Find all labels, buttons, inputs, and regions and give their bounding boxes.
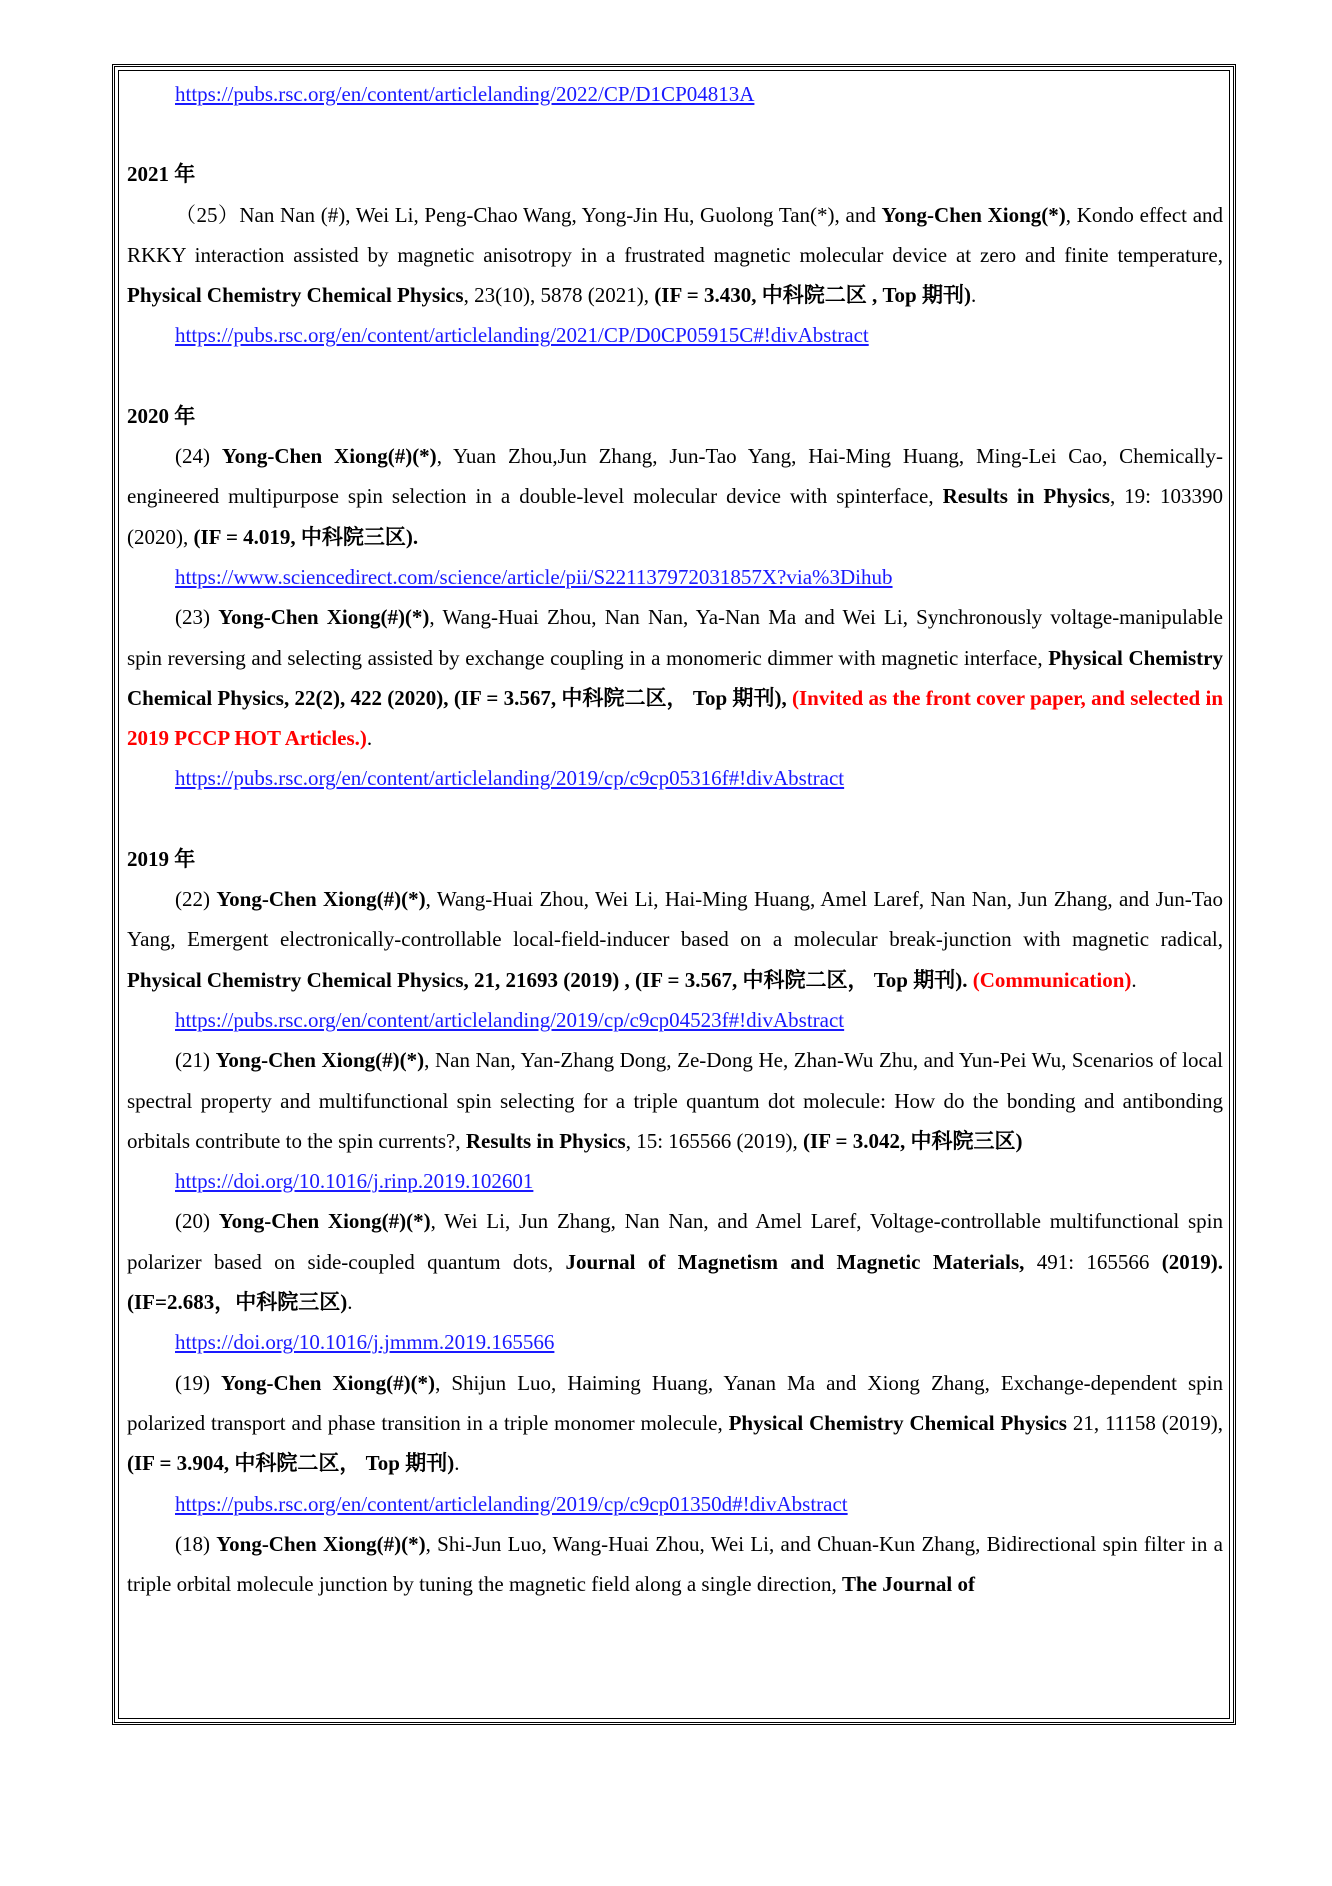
entry-volume: , 19: 103390 (2020), — [127, 484, 1224, 549]
doi-link[interactable]: https://doi.org/10.1016/j.rinp.2019.102601 — [175, 1169, 534, 1194]
entry-title: , Kondo effect and RKKY interaction assisted by magnetic anisotropy in a frustrated magnetic molecular device at zero and finite temperature, — [127, 202, 1224, 267]
publication-entry-18 — [127, 1524, 1223, 1605]
entry-text: . — [366, 726, 373, 751]
author-name: Yong-Chen Xiong(#)(*) — [221, 444, 437, 469]
entry-text: . — [347, 1290, 353, 1315]
author-name: Yong-Chen Xiong(#)(*) — [215, 1048, 425, 1073]
entry-text: (24) — [175, 444, 222, 469]
entry-volume: , 15: 165566 (2019), — [625, 1128, 804, 1153]
author-name: Yong-Chen Xiong(#)(*) — [216, 1531, 426, 1556]
doi-link[interactable]: https://www.sciencedirect.com/science/article/pii/S221137972031857X?via%3Dihub — [175, 564, 893, 589]
publication-entry-24 — [127, 436, 1223, 557]
publication-entry-23 — [127, 597, 1223, 758]
impact-factor: (IF = 3.904, 中科院二区， Top 期刊) — [127, 1451, 455, 1476]
entry-title: , Shi-Jun Luo, Wang-Huai Zhou, Wei Li, and Chuan-Kun Zhang, Bidirectional spin filter in a triple orbital molecule junction by tuning the magnetic field along a single direction, — [127, 1531, 1223, 1597]
entry-text: (23) — [175, 605, 219, 630]
entry-volume: 491: 165566 — [1024, 1249, 1162, 1274]
journal-name: Results in Physics — [465, 1128, 626, 1153]
doi-link[interactable]: https://pubs.rsc.org/en/content/articlelanding/2021/CP/D0CP05915C#!divAbstract — [175, 323, 869, 348]
journal-name: Physical Chemistry Chemical Physics — [127, 283, 464, 308]
highlight-note: (Invited as the front cover paper, and selected in 2019 PCCP HOT Articles.) — [127, 685, 1223, 751]
highlight-note: (Communication) — [972, 967, 1132, 992]
impact-factor: (IF = 3.430, 中科院二区 , Top 期刊) — [654, 283, 971, 308]
spacer — [127, 799, 1223, 839]
year-heading-2021: 2021 年 — [127, 162, 196, 187]
year-heading-2020: 2020 年 — [127, 403, 196, 428]
entry-text: (18) — [175, 1531, 217, 1556]
publication-list — [127, 74, 1223, 1604]
entry-volume: 21, 11158 (2019), — [1066, 1410, 1223, 1435]
entry-title: , Wang-Huai Zhou, Wei Li, Hai-Ming Huang, Amel Laref, Nan Nan, Jun Zhang, and Jun-Tao Yang, Emergent electronically-controllable local-field-inducer based on a molecular break-junction with magnetic radical, — [127, 887, 1223, 952]
entry-text: . — [970, 283, 977, 308]
entry-text: (22) — [175, 887, 217, 912]
impact-factor: (IF = 4.019, 中科院三区). — [193, 524, 419, 549]
doi-link[interactable]: https://doi.org/10.1016/j.jmmm.2019.165566 — [175, 1330, 555, 1355]
author-name: Yong-Chen Xiong(#)(*) — [218, 605, 430, 630]
author-name: Yong-Chen Xiong(#)(*) — [221, 1370, 436, 1395]
publication-entry-19 — [127, 1363, 1223, 1484]
entry-title: , Yuan Zhou,Jun Zhang, Jun-Tao Yang, Hai-Ming Huang, Ming-Lei Cao, Chemically-engineered multipurpose spin selection in a double-level molecular device with spinterface, — [127, 444, 1223, 509]
entry-text: . — [1131, 967, 1137, 992]
doi-link[interactable]: https://pubs.rsc.org/en/content/articlelanding/2022/CP/D1CP04813A — [175, 82, 755, 106]
doi-link[interactable]: https://pubs.rsc.org/en/content/articlelanding/2019/cp/c9cp05316f#!divAbstract — [175, 766, 845, 791]
doi-link[interactable]: https://pubs.rsc.org/en/content/articlelanding/2019/cp/c9cp01350d#!divAbstract — [175, 1491, 848, 1516]
journal-name: Physical Chemistry Chemical Physics, 21, 21693 (2019) , (IF = 3.567, 中科院二区， Top 期刊). — [127, 967, 973, 992]
author-name: Yong-Chen Xiong(*) — [881, 202, 1066, 227]
publication-entry-25 — [127, 195, 1223, 316]
entry-title: , Shijun Luo, Haiming Huang, Yanan Ma and Xiong Zhang, Exchange-dependent spin polarized transport and phase transition in a triple monomer molecule, — [127, 1370, 1223, 1435]
publication-entry-21 — [127, 1040, 1223, 1161]
journal-name: Results in Physics — [942, 484, 1110, 509]
author-name: Yong-Chen Xiong(#)(*) — [216, 887, 426, 912]
journal-name: Journal of Magnetism and Magnetic Materials, — [565, 1249, 1025, 1274]
spacer — [127, 114, 1223, 154]
entry-volume: , 23(10), 5878 (2021), — [463, 283, 655, 308]
entry-text: (19) — [175, 1370, 222, 1395]
entry-text: （25）Nan Nan (#), Wei Li, Peng-Chao Wang, Yong-Jin Hu, Guolong Tan(*), and — [175, 202, 882, 227]
doi-link[interactable]: https://pubs.rsc.org/en/content/articlelanding/2019/cp/c9cp04523f#!divAbstract — [175, 1007, 845, 1032]
year-heading-2019: 2019 年 — [127, 846, 196, 871]
entry-text: . — [454, 1451, 460, 1476]
entry-text: (21) — [175, 1048, 216, 1073]
entry-title: , Wang-Huai Zhou, Nan Nan, Ya-Nan Ma and Wei Li, Synchronously voltage-manipulable spin reversing and selecting assisted by exchange coupling in a monomeric dimmer with magnetic interface, — [127, 605, 1223, 670]
journal-name: Physical Chemistry Chemical Physics — [728, 1410, 1067, 1435]
journal-name: The Journal of — [841, 1572, 975, 1597]
entry-title: , Nan Nan, Yan-Zhang Dong, Ze-Dong He, Zhan-Wu Zhu, and Yun-Pei Wu, Scenarios of local spectral property and multifunctional spin selecting for a triple quantum dot molecule: How do the bonding and antibonding orbitals contribute to the spin currents?, — [127, 1048, 1223, 1153]
entry-title: , Wei Li, Jun Zhang, Nan Nan, and Amel Laref, Voltage-controllable multifunctional spin polarizer based on side-coupled quantum dots, — [127, 1209, 1223, 1274]
entry-text: (20) — [175, 1209, 219, 1234]
author-name: Yong-Chen Xiong(#)(*) — [218, 1209, 431, 1234]
impact-factor: (2019). (IF=2.683，中科院三区) — [127, 1249, 1223, 1315]
impact-factor: (IF = 3.042, 中科院三区) — [803, 1128, 1023, 1153]
spacer — [127, 356, 1223, 396]
publication-entry-22 — [127, 879, 1223, 1000]
journal-name: Physical Chemistry Chemical Physics, 22(2), 422 (2020), (IF = 3.567, 中科院二区， Top 期刊), — [127, 645, 1223, 710]
publication-entry-20 — [127, 1201, 1223, 1322]
